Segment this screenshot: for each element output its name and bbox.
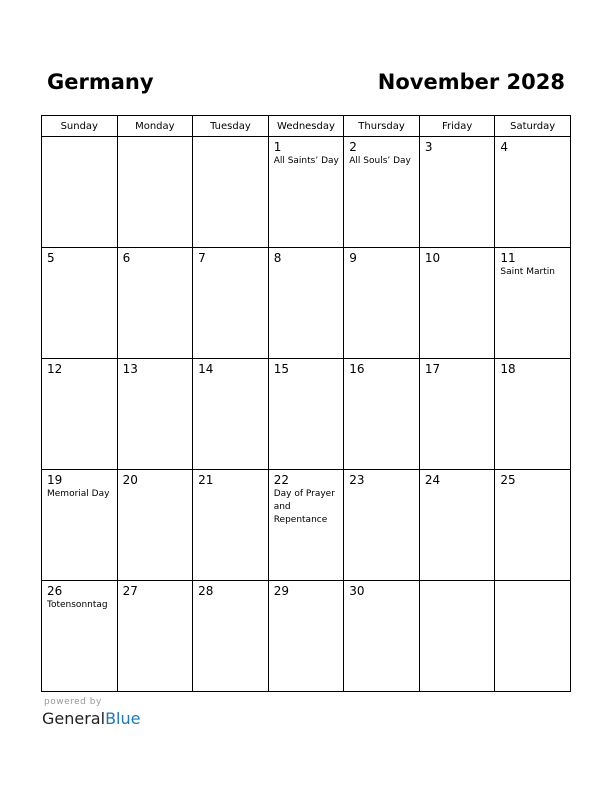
day-cell	[117, 137, 193, 248]
day-number: 26	[47, 584, 63, 598]
day-number: 28	[198, 584, 214, 598]
day-cell	[268, 137, 344, 248]
day-number: 7	[198, 251, 206, 265]
holiday-label: Saint Martin	[500, 267, 555, 277]
day-number: 6	[122, 251, 131, 265]
day-cell	[268, 470, 344, 581]
month-year-title: November 2028	[377, 70, 565, 94]
day-cell	[495, 359, 571, 470]
day-number: 20	[122, 473, 138, 487]
day-number: 4	[500, 140, 509, 154]
day-number: 9	[349, 251, 357, 265]
day-number: 29	[273, 584, 289, 598]
day-number: 27	[122, 584, 138, 598]
day-cell	[193, 137, 269, 248]
day-number: 13	[122, 362, 138, 376]
day-cell	[193, 470, 269, 581]
powered-by-label: powered by	[44, 697, 102, 707]
day-number: 25	[500, 473, 516, 487]
day-number: 5	[47, 251, 55, 265]
day-cell	[344, 581, 420, 692]
day-cell	[42, 137, 118, 248]
day-number: 15	[273, 362, 289, 376]
day-number: 30	[349, 584, 365, 598]
day-cell	[268, 359, 344, 470]
day-number: 24	[424, 473, 441, 487]
weekday-tuesday: Tuesday	[193, 116, 269, 137]
holiday-label: Totensonntag	[47, 600, 108, 610]
day-cell	[419, 359, 495, 470]
weekday-wednesday: Wednesday	[268, 116, 344, 137]
day-cell	[344, 470, 420, 581]
day-cell	[117, 470, 193, 581]
weekday-header-row	[42, 116, 571, 137]
day-cell	[42, 248, 118, 359]
weekday-saturday: Saturday	[495, 116, 571, 137]
day-cell	[117, 581, 193, 692]
day-cell	[419, 581, 495, 692]
day-cell	[42, 359, 118, 470]
day-cell	[344, 137, 420, 248]
day-cell	[495, 248, 571, 359]
day-cell	[193, 248, 269, 359]
week-row	[42, 137, 571, 248]
day-cell	[268, 581, 344, 692]
week-row	[42, 470, 571, 581]
day-cell	[117, 359, 193, 470]
brand-name-general: General	[42, 709, 106, 728]
day-cell	[495, 137, 571, 248]
day-number: 3	[424, 140, 433, 154]
day-cell	[495, 470, 571, 581]
day-cell	[419, 470, 495, 581]
day-cell	[42, 581, 118, 692]
day-cell	[193, 581, 269, 692]
day-number: 12	[47, 362, 63, 376]
week-row	[42, 248, 571, 359]
holiday-label: Day of Prayer and Repentance	[273, 489, 335, 525]
day-number: 23	[349, 473, 365, 487]
day-number: 17	[424, 362, 441, 376]
day-number: 16	[349, 362, 365, 376]
day-number: 2	[349, 140, 357, 154]
holiday-label: All Saints’ Day	[273, 156, 339, 166]
day-cell	[268, 248, 344, 359]
week-row	[42, 359, 571, 470]
day-number: 1	[273, 140, 282, 154]
day-number: 14	[198, 362, 214, 376]
day-cell	[193, 359, 269, 470]
weekday-thursday: Thursday	[344, 116, 420, 137]
weekday-monday: Monday	[117, 116, 193, 137]
holiday-label: All Souls’ Day	[349, 156, 411, 166]
weekday-sunday: Sunday	[42, 116, 118, 137]
day-number: 8	[273, 251, 282, 265]
day-number: 22	[273, 473, 289, 487]
day-number: 18	[500, 362, 516, 376]
day-number: 10	[424, 251, 441, 265]
brand-logo	[42, 709, 140, 728]
brand-name-blue: Blue	[105, 709, 141, 728]
calendar-grid	[41, 115, 571, 692]
day-cell	[419, 248, 495, 359]
day-number: 19	[47, 473, 63, 487]
country-title: Germany	[47, 70, 154, 94]
day-cell	[419, 137, 495, 248]
day-cell	[495, 581, 571, 692]
weekday-friday: Friday	[419, 116, 495, 137]
day-cell	[42, 470, 118, 581]
day-number: 21	[198, 473, 214, 487]
week-row	[42, 581, 571, 692]
day-cell	[117, 248, 193, 359]
day-cell	[344, 359, 420, 470]
holiday-label: Memorial Day	[47, 489, 110, 499]
day-cell	[344, 248, 420, 359]
day-number: 11	[500, 251, 516, 265]
